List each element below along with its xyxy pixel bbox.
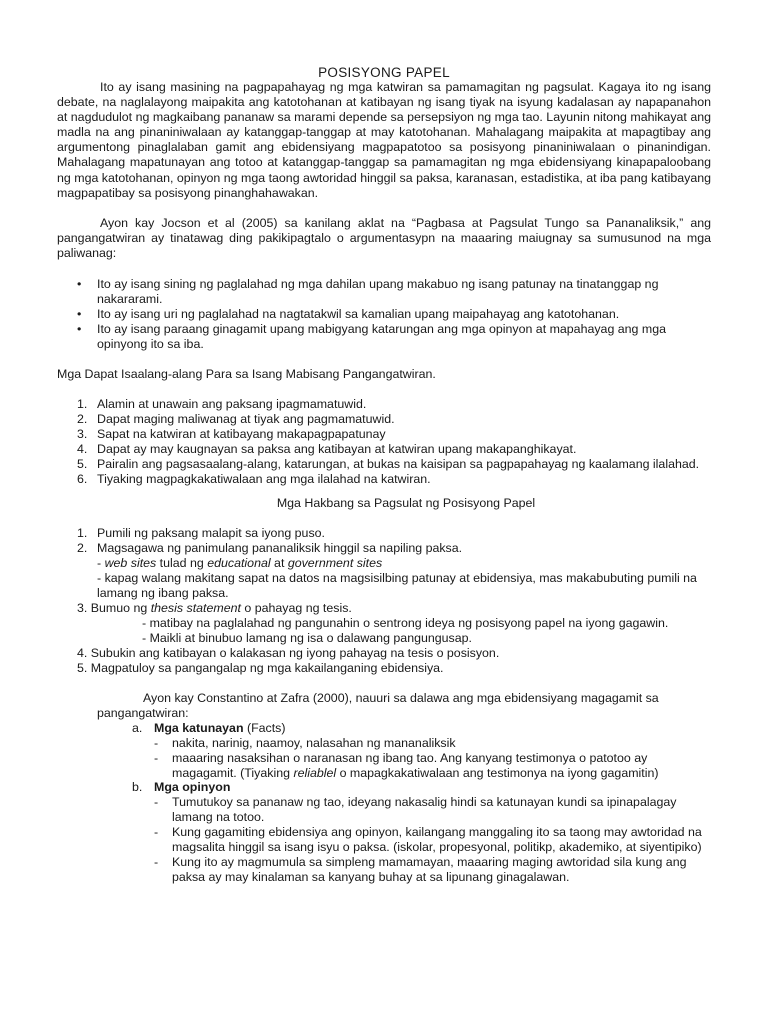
intro-paragraph — [57, 80, 711, 201]
steps-heading: Mga Hakbang sa Pagsulat ng Posisyong Papel — [276, 496, 536, 510]
list-item: 3. Sapat na katwiran at katibayang makapagpapatunay — [77, 427, 386, 442]
list-item: - maaaring nasaksihan o naranasan ng ibang tao. Ang kanyang testimonya o patotoo ay magagamit. (Tiyaking reliablel o mapagkakatiwalaan ang testimonya na iyong gagamitin) — [154, 751, 659, 781]
considerations-heading: Mga Dapat Isaalang-alang Para sa Isang Mabisang Pangangatwiran. — [57, 367, 436, 381]
page-title: POSISYONG PAPEL — [318, 65, 450, 80]
evidence-b-list — [154, 795, 714, 886]
step-4: 4. Subukin ang katibayan o kalakasan ng iyong pahayag na tesis o posisyon. — [77, 646, 500, 660]
considerations-list — [77, 397, 717, 488]
list-item: 2. Dapat maging maliwanag at tiyak ang pagmamatuwid. — [77, 412, 395, 427]
list-item: 4. Dapat ay may kaugnayan sa paksa ang katibayan at katwiran upang makapanghikayat. — [77, 442, 577, 457]
list-item: - nakita, narinig, naamoy, nalasahan ng mananaliksik — [154, 736, 456, 750]
list-item: • Ito ay isang sining ng paglalahad ng mga dahilan upang makabuo ng isang patunay na tinatanggap ng nakararami. — [77, 277, 659, 307]
evidence-a-list — [154, 736, 714, 781]
bullet-icon: • — [77, 277, 82, 291]
list-item: 6. Tiyaking magpagkakatiwalaan ang mga ilalahad na katwiran. — [77, 472, 431, 487]
step-2: 2. Magsagawa ng panimulang pananaliksik hinggil sa napiling paksa. — [77, 541, 463, 555]
bullet-icon: • — [77, 307, 82, 322]
constantino-paragraph: Ayon kay Constantino at Zafra (2000), nauuri sa dalawa ang mga ebidensiyang magagamit sa pangangatwiran: — [97, 691, 659, 721]
step-3-detail-a: - matibay na paglalahad ng pangunahin o sentrong ideya ng posisyong papel na iyong gagawin. — [142, 616, 669, 630]
list-item: - Kung gagamiting ebidensiya ang opinyon, kailangang manggaling ito sa taong may awtoridad na magsalita hinggil sa isang isyu o paksa. (iskolar, propesyonal, politikp, akademiko, at siyentipiko) — [154, 825, 702, 855]
list-item: - Tumutukoy sa pananaw ng tao, ideyang nakasalig hindi sa katunayan kundi sa ipinapalagay lamang na totoo. — [154, 795, 677, 825]
list-item: 1. Alamin at unawain ang paksang ipagmamatuwid. — [77, 397, 367, 411]
list-item: - Kung ito ay magmumula sa simpleng mamamayan, maaaring maging awtoridad sila kung ang paksa ay may kinalaman sa kanyang buhay at sa lipunang ginagalawan. — [154, 855, 687, 885]
step-2-detail-a: - web sites tulad ng educational at government sites — [97, 556, 383, 570]
step-1: 1. Pumili ng paksang malapit sa iyong puso. — [77, 526, 325, 540]
jocson-paragraph — [57, 216, 711, 261]
list-item: 5. Pairalin ang pagsasaalang-alang, katarungan, at bukas na kaisipan sa pagpapahayag ng kaalamang ilalahad. — [77, 457, 700, 472]
jocson-text: Ayon kay Jocson et al (2005) sa kanilang aklat na “Pagbasa at Pagsulat Tungo sa Pananaliksik,” ang pangangatwiran ay tinatawag ding pakikipagtalo o argumentasypn na maaaring maiugnay sa sumusunod na mga paliwanag: — [57, 216, 711, 261]
step-5: 5. Magpatuloy sa pangangalap ng mga kakailanganing ebidensiya. — [77, 661, 444, 675]
step-2-detail-b: - kapag walang makitang sapat na datos na magsisilbing patunay at ebidensiya, mas makabubuting pumili na lamang ng ibang paksa. — [97, 571, 697, 601]
list-item: • Ito ay isang paraang ginagamit upang mabigyang katarungan ang mga opinyon at mapahayag ang mga opinyong ito sa iba. — [77, 322, 666, 352]
step-3: 3. Bumuo ng thesis statement o pahayag ng tesis. — [77, 601, 352, 615]
evidence-a-header: a. Mga katunayan (Facts) — [132, 721, 286, 735]
evidence-b-header: b. Mga opinyon — [132, 780, 231, 794]
definition-bullets — [77, 277, 697, 352]
step-3-detail-b: - Maikli at binubuo lamang ng isa o dalawang pangungusap. — [142, 631, 472, 645]
intro-text: Ito ay isang masining na pagpapahayag ng mga katwiran sa pamamagitan ng pagsulat. Kagaya ito ng isang debate, na naglalayong maipakita ang katotohanan at katibayan ng isang tiyak na isyung kadalasan ay napapanahon at nagdudulot ng magkaibang pananaw sa marami depende sa persepsiyon ng mga tao. Layunin nitong mahikayat ang madla na ang pinaniniwalaan ay katanggap-tanggap at may katotohanan. Mahalagang maipakita at mapagtibay ang argumentong pinaglalaban gamit ang ebidensiyang magpapatotoo sa posisyong pinaniniwalaan o pinanindigan. Mahalagang mapatunayan ang totoo at katanggap-tanggap sa pamamagitan ng mga ebidensiyang kinapapaloobang ng mga katotohanan, opinyon ng mga taong awtoridad hinggil sa paksa, karanasan, estadistika, at iba pang katibayang magpapatibay sa posisyong pinanghahawakan. — [57, 80, 711, 200]
bullet-icon: • — [77, 322, 82, 337]
list-item: • Ito ay isang uri ng paglalahad na nagtatakwil sa kamalian upang maipahayag ang katotohanan. — [77, 307, 620, 322]
